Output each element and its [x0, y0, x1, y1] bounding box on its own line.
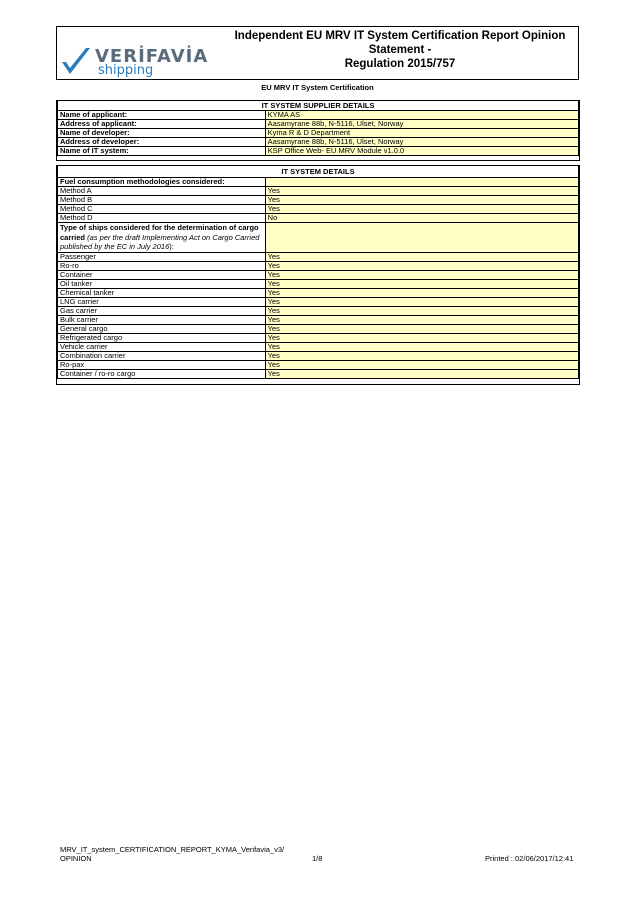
report-title: [220, 29, 580, 71]
ship-type-row: [58, 288, 579, 297]
ship-type-row-label: Container: [58, 270, 266, 279]
ship-type-row: [58, 306, 579, 315]
ship-type-row-label: Ro-ro: [58, 261, 266, 270]
footer-filename: [60, 845, 284, 863]
footer-file-line2: OPINION: [60, 854, 92, 863]
ship-type-row-value: Yes: [265, 369, 578, 378]
supplier-row-label: Address of applicant:: [58, 120, 266, 129]
title-line-1: Independent EU MRV IT System Certification Report Opinion Statement -: [234, 30, 566, 56]
supplier-row-label: Address of developer:: [58, 138, 266, 147]
ship-type-row-value: Yes: [265, 306, 578, 315]
ship-type-row-value: Yes: [265, 351, 578, 360]
ship-type-row: [58, 270, 579, 279]
supplier-row-label: Name of developer:: [58, 129, 266, 138]
method-row-value: No: [265, 214, 578, 223]
ship-type-row-label: LNG carrier: [58, 297, 266, 306]
supplier-row-value: KYMA AS: [265, 111, 578, 120]
ship-type-row-label: General cargo: [58, 324, 266, 333]
ship-type-row-label: Container / ro-ro cargo: [58, 369, 266, 378]
ship-type-row-label: Passenger: [58, 252, 266, 261]
method-row: [58, 187, 579, 196]
ship-type-row-value: Yes: [265, 360, 578, 369]
ship-type-row: [58, 333, 579, 342]
supplier-row: [58, 147, 579, 156]
supplier-row-value: Aasamyrane 88b, N-5116, Ulset, Norway: [265, 120, 578, 129]
ship-type-row-label: Combination carrier: [58, 351, 266, 360]
ship-type-row-value: Yes: [265, 270, 578, 279]
method-row-value: Yes: [265, 187, 578, 196]
ship-types-heading-italic2: published by the EC in July 2016: [60, 242, 170, 251]
logo-brand: VERİFAVİA: [95, 46, 209, 67]
ship-type-row-label: Bulk carrier: [58, 315, 266, 324]
ship-type-row: [58, 297, 579, 306]
ship-type-row-value: Yes: [265, 279, 578, 288]
method-row: [58, 196, 579, 205]
verifavia-logo: [60, 46, 220, 80]
supplier-row-label: Name of IT system:: [58, 147, 266, 156]
ship-type-row-label: Ro-pax: [58, 360, 266, 369]
supplier-row-label: Name of applicant:: [58, 111, 266, 120]
ship-type-row-value: Yes: [265, 342, 578, 351]
fuel-methods-heading: Fuel consumption methodologies considered:: [58, 178, 266, 187]
ship-type-row-value: Yes: [265, 297, 578, 306]
ship-types-heading: [58, 223, 266, 253]
ship-type-row: [58, 315, 579, 324]
supplier-row-value: Aasamyrane 88b, N-5116, Ulset, Norway: [265, 138, 578, 147]
ship-type-row: [58, 279, 579, 288]
ship-type-row-label: Chemical tanker: [58, 288, 266, 297]
ship-types-heading-bold: carried: [60, 232, 86, 242]
ship-type-row: [58, 351, 579, 360]
method-row-label: Method B: [58, 196, 266, 205]
ship-type-row-value: Yes: [265, 261, 578, 270]
ship-types-heading-end: ):: [169, 242, 174, 251]
ship-type-row: [58, 369, 579, 378]
method-row-value: Yes: [265, 205, 578, 214]
supplier-row-value: Kyma R & D Department: [265, 129, 578, 138]
fuel-methods-value-empty: [265, 178, 578, 187]
details-heading: IT SYSTEM DETAILS: [58, 166, 579, 178]
ship-types-value-empty: [265, 223, 578, 253]
method-row-value: Yes: [265, 196, 578, 205]
ship-type-row: [58, 261, 579, 270]
footer-file-line1: MRV_IT_system_CERTIFICATION_REPORT_KYMA_Verifavia_v3/: [60, 845, 285, 854]
ship-type-row: [58, 252, 579, 261]
page-number: 1/8: [312, 854, 323, 863]
printed-date: Printed : 02/06/2017/12:41: [485, 854, 574, 863]
ship-types-heading-italic: (as per the draft Implementing Act on Cargo Carried: [85, 232, 260, 242]
ship-type-row: [58, 342, 579, 351]
report-subtitle: EU MRV IT System Certification: [261, 83, 374, 92]
title-line-2: Regulation 2015/757: [344, 58, 456, 70]
supplier-row-value: KSP Office Web- EU MRV Module v1.0.0: [265, 147, 578, 156]
ship-type-row-value: Yes: [265, 315, 578, 324]
ship-type-row-label: Refrigerated cargo: [58, 333, 266, 342]
method-row-label: Method D: [58, 214, 266, 223]
ship-types-heading-line1: Type of ships considered for the determination of cargo: [60, 223, 259, 232]
ship-type-row: [58, 360, 579, 369]
method-row-label: Method A: [58, 187, 266, 196]
ship-type-row-value: Yes: [265, 333, 578, 342]
ship-type-row-label: Gas carrier: [58, 306, 266, 315]
method-row: [58, 214, 579, 223]
method-row-label: Method C: [58, 205, 266, 214]
supplier-table: [57, 100, 579, 156]
ship-type-row-value: Yes: [265, 324, 578, 333]
ship-type-row: [58, 324, 579, 333]
logo-sub: shipping: [98, 63, 154, 78]
ship-type-row-label: Oil tanker: [58, 279, 266, 288]
supplier-heading: IT SYSTEM SUPPLIER DETAILS: [58, 101, 579, 111]
method-row: [58, 205, 579, 214]
ship-type-row-value: Yes: [265, 252, 578, 261]
ship-type-row-label: Vehicle carrier: [58, 342, 266, 351]
details-table: [57, 165, 579, 379]
ship-type-row-value: Yes: [265, 288, 578, 297]
